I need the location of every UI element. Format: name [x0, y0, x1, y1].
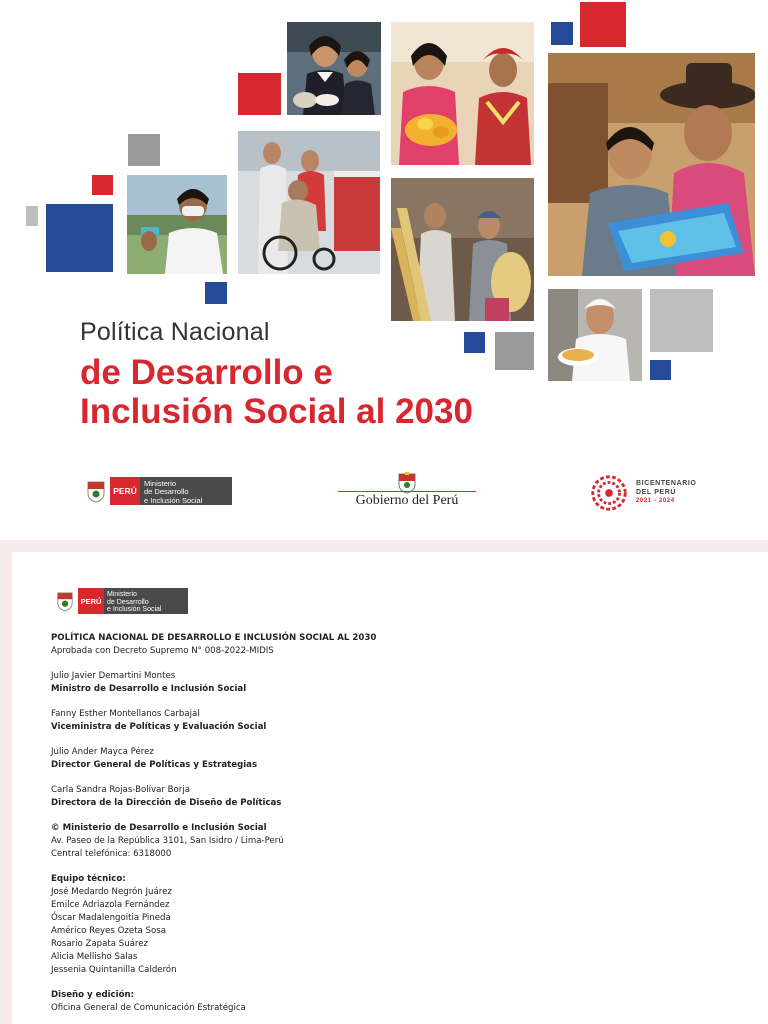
person-role: Directora de la Dirección de Diseño de Políticas	[51, 798, 282, 808]
decor-square	[128, 134, 160, 166]
phone-text: Central telefónica: 6318000	[51, 849, 172, 859]
coat-of-arms-icon	[86, 479, 106, 503]
document-title: POLÍTICA NACIONAL DE DESARROLLO E INCLUSIÓN SOCIAL AL 2030	[51, 633, 377, 643]
team-block	[51, 873, 651, 977]
gobierno-divider	[338, 491, 476, 492]
team-member: José Medardo Negrón Juárez	[51, 887, 172, 897]
credit-person	[51, 670, 651, 696]
person-name: Julio Ander Mayca Pérez	[51, 747, 154, 757]
design-block	[51, 989, 651, 1015]
team-heading: Equipo técnico:	[51, 874, 126, 884]
person-name: Carla Sandra Rojas-Bolívar Borja	[51, 785, 190, 795]
decor-square	[650, 360, 671, 380]
design-heading: Diseño y edición:	[51, 990, 135, 1000]
photo-straw-couple	[391, 178, 534, 321]
photo-woman-mask	[127, 175, 227, 274]
peru-label: PERÚ	[110, 477, 140, 505]
document-info	[51, 632, 651, 658]
credit-person	[51, 784, 651, 810]
team-member: Óscar Madalengoitia Pineda	[51, 913, 171, 923]
page-separator	[0, 540, 768, 552]
decor-square	[650, 289, 713, 352]
decor-square	[238, 73, 281, 115]
gobierno-text: Gobierno del Perú	[355, 493, 459, 508]
person-role: Ministro de Desarrollo e Inclusión Social	[51, 684, 247, 694]
decor-square	[46, 204, 113, 272]
title-line-2: de Desarrollo e	[80, 353, 333, 392]
title-line-3: Inclusión Social al 2030	[80, 392, 473, 431]
design-office: Oficina General de Comunicación Estratégica	[51, 1003, 246, 1013]
person-role: Viceministra de Políticas y Evaluación Social	[51, 722, 267, 732]
person-name: Julio Javier Demartini Montes	[51, 671, 176, 681]
credit-person	[51, 708, 651, 734]
decor-square	[551, 22, 573, 45]
page-left-margin	[0, 552, 12, 1024]
cover-title	[80, 318, 600, 431]
ministry-label: Ministerio de Desarrollo e Inclusión Social	[104, 588, 188, 614]
ministry-label: Ministerio de Desarrollo e Inclusión Social	[140, 477, 232, 505]
address-text: Av. Paseo de la República 3101, San Isidro / Lima-Perú	[51, 836, 284, 846]
team-member: Alicia Mellisho Salas	[51, 952, 138, 962]
gobierno-logo	[338, 472, 476, 512]
credits-text	[51, 632, 651, 1024]
photo-wheelchair	[238, 131, 380, 274]
peru-label: PERÚ	[78, 588, 104, 614]
decor-square	[92, 175, 113, 195]
decree-text: Aprobada con Decreto Supremo N° 008-2022-MIDIS	[51, 646, 274, 656]
bicentenario-text: BICENTENARIO DEL PERÚ 2021 - 2024	[636, 480, 697, 505]
team-member: Rosario Zapata Suárez	[51, 939, 149, 949]
copyright-text: © Ministerio de Desarrollo e Inclusión Social	[51, 823, 267, 833]
photo-schoolgirls	[287, 22, 381, 115]
team-member: Emilce Adriazola Fernández	[51, 900, 170, 910]
midis-logo	[56, 588, 188, 614]
decor-square	[205, 282, 227, 304]
bicentenario-emblem-icon	[588, 472, 630, 514]
photo-woman-flowers	[391, 22, 534, 165]
bicentenario-logo	[588, 472, 696, 514]
team-member: Américo Reyes Ozeta Sosa	[51, 926, 167, 936]
credits-page	[12, 552, 768, 1024]
coat-of-arms-icon	[56, 590, 74, 612]
photo-boy-reading	[548, 53, 755, 276]
decor-square	[26, 206, 38, 226]
copyright-block	[51, 822, 651, 861]
title-line-1: Política Nacional	[80, 318, 270, 346]
credit-person	[51, 746, 651, 772]
team-member: Jessenia Quintanilla Calderón	[51, 965, 177, 975]
person-role: Director General de Políticas y Estrategias	[51, 760, 258, 770]
person-name: Fanny Esther Montellanos Carbajal	[51, 709, 200, 719]
decor-square	[580, 2, 626, 47]
midis-logo	[86, 476, 232, 505]
